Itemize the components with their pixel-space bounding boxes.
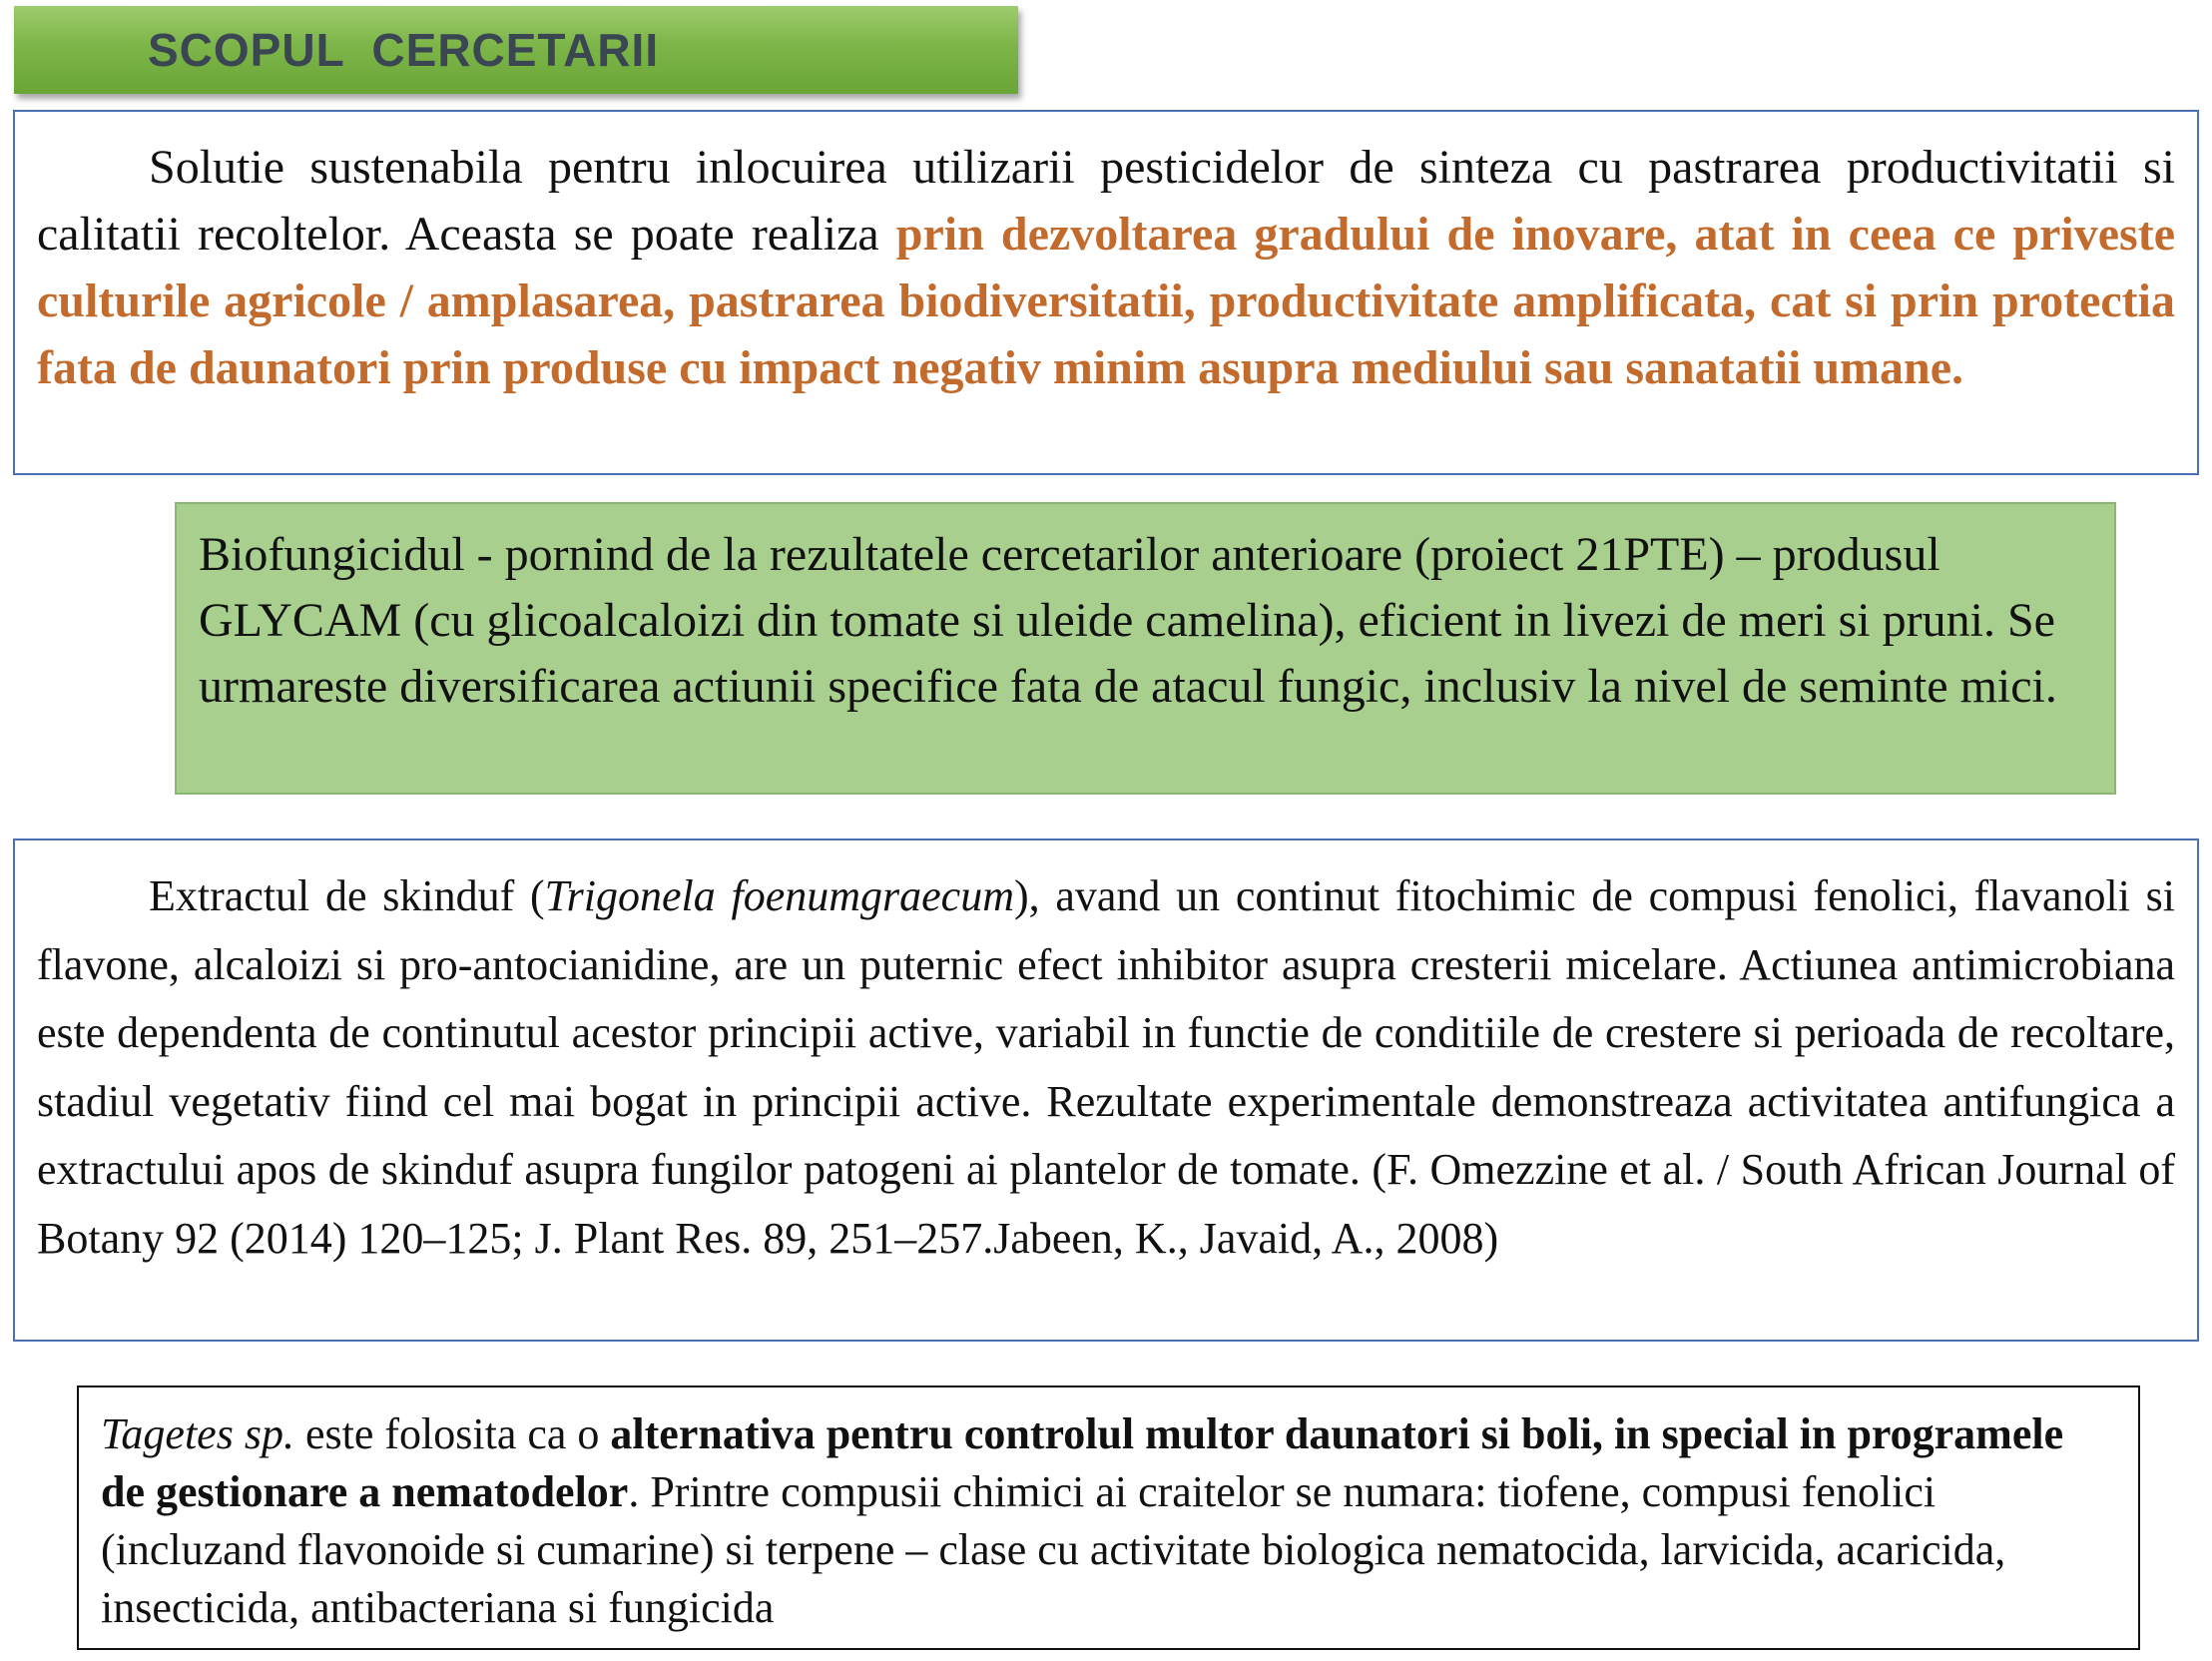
biofungicide-text: Biofungicidul - pornind de la rezultatele cercetarilor anterioare (proiect 21PTE) – produsul GLYCAM (cu glicoalcaloizi din tomate si uleide camelina), eficient in livezi de meri si pruni. Se urmareste diversificarea actiunii specifice fata de atacul fungic, inclusiv la nivel de seminte mici. <box>199 528 2057 713</box>
tagetes-paragraph <box>101 1405 2116 1637</box>
fenugreek-text-start: Extractul de skinduf ( <box>149 871 545 920</box>
fenugreek-extract-box <box>13 838 2199 1342</box>
fenugreek-text-rest: ), avand un continut fitochimic de compusi fenolici, flavanoli si flavone, alcaloizi si pro-antocianidine, are un puternic efect inhibitor asupra cresterii micelare. Actiunea antimicrobiana este dependenta de continutul acestor principii active, variabil in functie de conditiile de crestere si perioada de recoltare, stadiul vegetativ fiind cel mai bogat in principii active. Rezultate experimentale demonstreaza activitatea antifungica a extractului apos de skinduf asupra fungilor patogeni ai plantelor de tomate. (F. Omezzine et al. / South African Journal of Botany 92 (2014) 120–125; J. Plant Res. 89, 251–257.Jabeen, K., Javaid, A., 2008) <box>37 871 2175 1263</box>
purpose-plain-text: Solutie sustenabila pentru inlocuirea utilizarii pesticidelor de sinteza cu pastrarea productivitatii si calitatii recoltelor. Aceasta se poate realiza <box>37 141 2175 261</box>
research-purpose-box <box>13 110 2199 475</box>
fenugreek-species-name: Trigonela foenumgraecum <box>544 871 1014 920</box>
tagetes-text-plain-2: . Printre compusii chimici ai craitelor se numara: tiofene, compusi fenolici (incluzand flavonoide si cumarine) si terpene – clase cu activitate biologica nematocida, larvicida, acaricida, insecticida, antibacteriana si fungicida <box>101 1467 2006 1632</box>
title-banner <box>14 6 1018 94</box>
fenugreek-paragraph <box>37 862 2175 1273</box>
purpose-highlight-text: prin dezvoltarea gradului de inovare, atat in ceea ce priveste culturile agricole / amplasarea, pastrarea biodiversitatii, productivitate amplificata, cat si prin protectia fata de daunatori prin produse cu impact negativ minim asupra mediului sau sanatatii umane. <box>37 208 2175 394</box>
tagetes-species-name: Tagetes sp. <box>101 1409 294 1458</box>
biofungicide-box <box>175 502 2116 795</box>
page-title: SCOPUL CERCETARII <box>148 24 660 76</box>
research-purpose-paragraph <box>37 134 2175 401</box>
tagetes-text-plain-1: este folosita ca o <box>293 1409 611 1458</box>
tagetes-box <box>77 1385 2140 1650</box>
tagetes-text-bold: alternativa pentru controlul multor daunatori si boli, in special in programele de gestionare a nematodelor <box>101 1409 2064 1516</box>
